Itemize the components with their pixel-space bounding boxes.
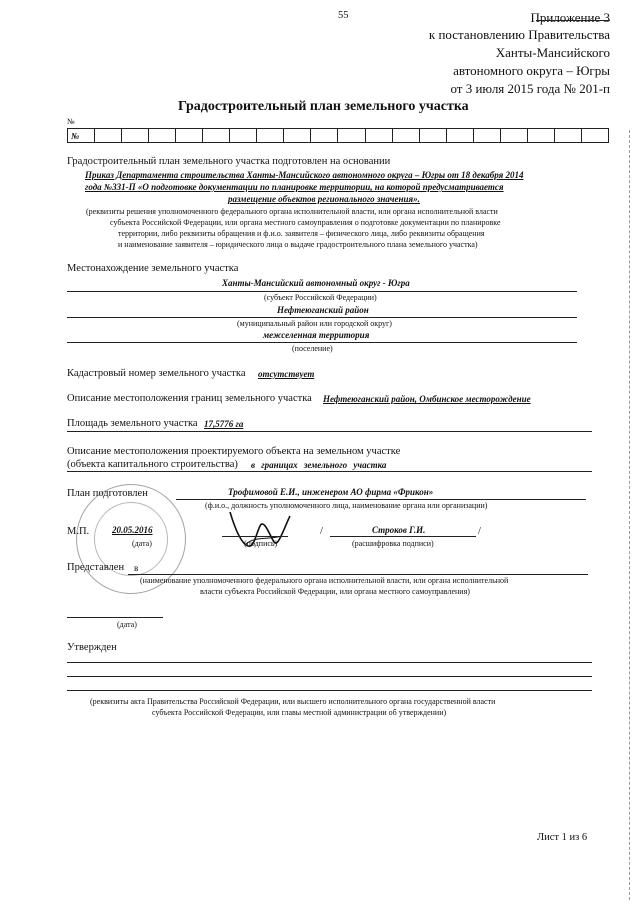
document-title: Градостроительный план земельного участка: [178, 99, 469, 114]
settlement-line: [67, 342, 577, 343]
prepared-line: [176, 499, 586, 500]
grid-cell: [284, 129, 311, 142]
grid-cell: [311, 129, 338, 142]
object-label-1: Описание местоположения проектируемого объекта на земельном участке: [67, 446, 401, 457]
signer-value: Строков Г.И.: [372, 525, 426, 535]
appendix-line-2: к постановлению Правительства: [428, 27, 610, 42]
object-line: [67, 471, 592, 472]
grid-cell: [203, 129, 230, 142]
subject-value: Ханты-Мансийский автономный округ - Югра: [222, 278, 410, 288]
plan-number-grid: [67, 128, 609, 143]
sheet-label: Лист 1 из 6: [537, 832, 588, 843]
date-value: 20.05.2016: [112, 525, 153, 535]
mp-label: М.П.: [67, 526, 90, 537]
grid-cell: [582, 129, 608, 142]
subject-line: [67, 291, 577, 292]
basis-text-3: размещение объектов регионального значения».: [228, 194, 420, 204]
boundaries-label: Описание местоположения границ земельного участка: [67, 393, 312, 404]
settlement-caption: (поселение): [292, 344, 333, 353]
basis-label: Градостроительный план земельного участка подготовлен на основании: [67, 156, 391, 167]
cadastral-value: отсутствует: [258, 369, 315, 379]
signer-slash-left: /: [320, 526, 323, 537]
grid-cell: [420, 129, 447, 142]
signature-caption: (подпись): [244, 539, 278, 548]
signer-line: [330, 536, 476, 537]
presented-value: в: [134, 563, 139, 573]
presented-date-line: [67, 617, 163, 618]
prepared-caption: (ф.и.о., должность уполномоченного лица, наименование органа или организации): [205, 501, 488, 510]
grid-cell: [528, 129, 555, 142]
presented-label: Представлен: [67, 562, 125, 573]
date-caption: (дата): [132, 539, 152, 548]
object-value: в границах земельного участка: [251, 460, 387, 470]
prepared-value: Трофимовой Е.И., инженером АО фирма «Фрикон»: [228, 487, 434, 497]
area-line: [67, 431, 592, 432]
grid-cell: [122, 129, 149, 142]
object-label-2: (объекта капитального строительства): [67, 459, 238, 470]
approved-line-1: [67, 662, 592, 663]
basis-text-1: Приказ Департамента строительства Ханты-Мансийского автономного округа – Югры от 18 декабря 2014: [85, 170, 524, 180]
boundaries-value: Нефтеюганский район, Омбинское месторождение: [323, 394, 531, 404]
grid-cell: [366, 129, 393, 142]
location-label: Местонахождение земельного участка: [67, 263, 239, 274]
grid-cell: №: [68, 129, 95, 142]
grid-cell: [338, 129, 365, 142]
basis-caption-3: территории, либо реквизиты обращения и ф.и.о. заявителя – физического лица, либо реквизиты обращения: [118, 229, 485, 238]
appendix-line-5: от 3 июля 2015 года № 201-п: [450, 81, 610, 96]
presented-caption-1: (наименование уполномоченного федерального органа исполнительной власти, или органа исполнительной: [140, 576, 509, 585]
approved-line-3: [67, 690, 592, 691]
grid-cell: [393, 129, 420, 142]
grid-cell: [447, 129, 474, 142]
basis-caption-4: и наименование заявителя – юридического лица о выдаче градостроительного плана земельного участка): [118, 240, 478, 249]
grid-cell: [555, 129, 582, 142]
appendix-line-4: автономного округа – Югры: [453, 63, 610, 78]
presented-caption-2: власти субъекта Российской Федерации, или органа местного самоуправления): [200, 587, 470, 596]
approved-caption-2: субъекта Российской Федерации, или главы местной администрации об утверждении): [152, 708, 447, 717]
district-line: [67, 317, 577, 318]
approved-line-2: [67, 676, 592, 677]
grid-cell: [230, 129, 257, 142]
signature-line: [222, 536, 288, 537]
grid-cell: [95, 129, 122, 142]
approved-caption-1: (реквизиты акта Правительства Российской Федерации, или высшего исполнительного органа государственной власти: [90, 697, 496, 706]
prepared-label: План подготовлен: [67, 488, 148, 499]
grid-cell: [501, 129, 528, 142]
grid-cell: [149, 129, 176, 142]
grid-cell: [474, 129, 501, 142]
cadastral-label: Кадастровый номер земельного участка: [67, 368, 246, 379]
presented-date-caption: (дата): [117, 620, 137, 629]
basis-text-2: года №331-П «О подготовке документации по планировке территории, на которой предусматривается: [85, 182, 504, 192]
number-label: №: [67, 117, 75, 126]
district-caption: (муниципальный район или городской округ): [237, 319, 392, 328]
subject-caption: (субъект Российской Федерации): [264, 293, 377, 302]
page-number: 55: [338, 10, 349, 21]
appendix-title: Приложение 3: [530, 10, 610, 25]
basis-caption-1: (реквизиты решения уполномоченного федерального органа исполнительной власти, или органа исполнительной власти: [86, 207, 498, 216]
appendix-strike: [536, 20, 610, 21]
appendix-line-3: Ханты-Мансийского: [495, 45, 610, 60]
grid-cell: [176, 129, 203, 142]
margin-line: [629, 130, 630, 900]
basis-caption-2: субъекта Российской Федерации, или органа местного самоуправления о подготовке документации по планировке: [110, 218, 501, 227]
presented-line: [128, 574, 588, 575]
area-label: Площадь земельного участка: [67, 418, 198, 429]
grid-cell: [257, 129, 284, 142]
signer-caption: (расшифровка подписи): [352, 539, 434, 548]
settlement-value: межселенная территория: [263, 330, 370, 340]
signer-slash-right: /: [478, 526, 481, 537]
district-value: Нефтеюганский район: [277, 305, 369, 315]
area-value: 17,5776 га: [204, 419, 244, 429]
approved-label: Утвержден: [67, 642, 117, 653]
